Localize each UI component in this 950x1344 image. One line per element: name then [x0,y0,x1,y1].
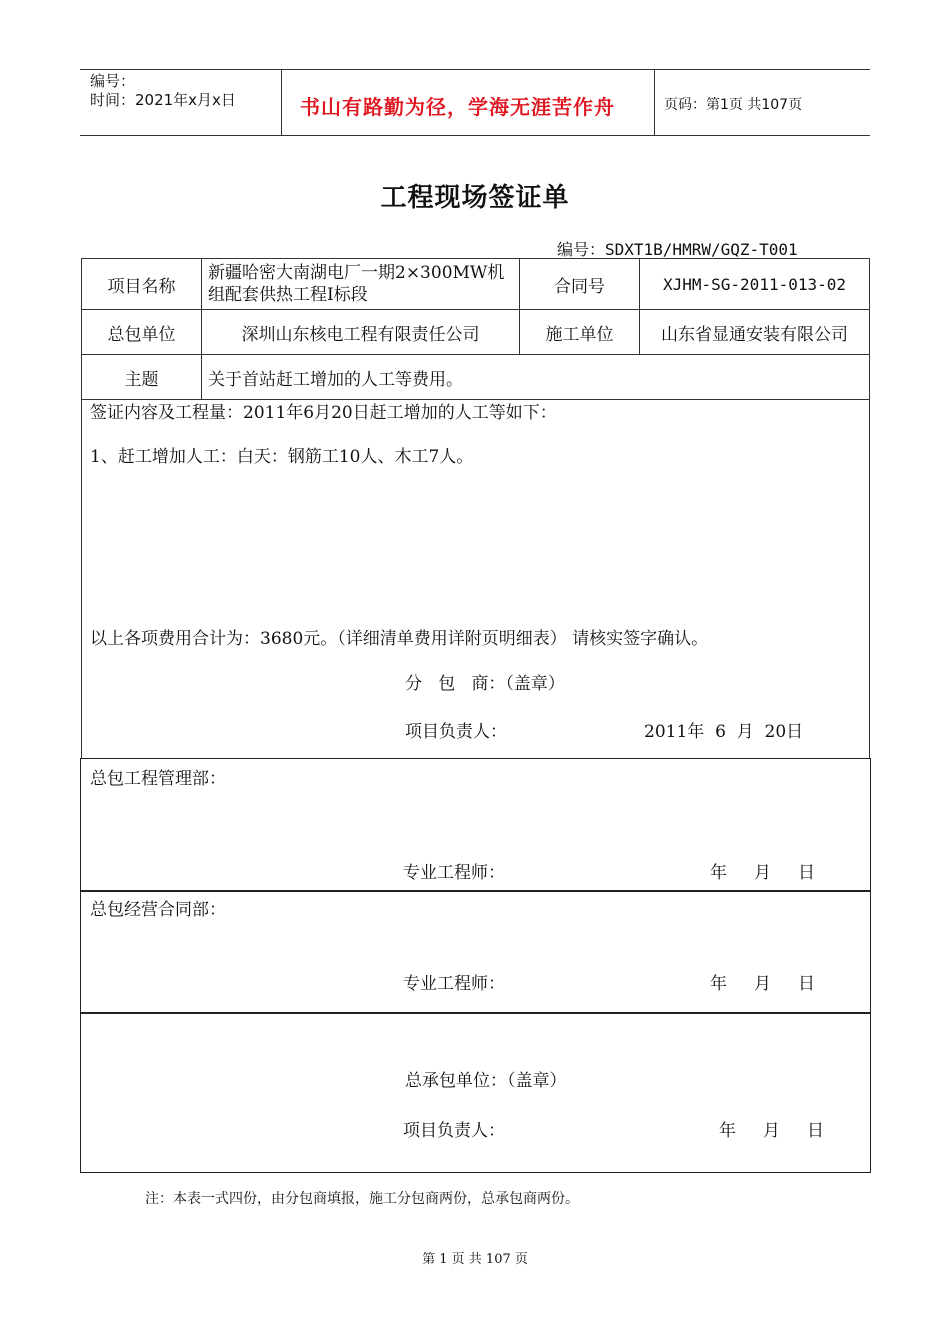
business-title: 总包经营合同部： [90,900,226,920]
header-page-code: 页码：第1页 共107页 [664,97,803,113]
header-bottom-rule [80,135,870,136]
page-footer: 第 1 页 共 107 页 [422,1252,528,1267]
project-name-value [202,259,520,310]
header-time: 时间：2021年x月x日 [90,91,236,109]
header-divider [654,69,655,135]
project-name-label: 项目名称 [82,259,202,310]
table-row [82,310,870,355]
management-engineer: 专业工程师： [403,863,505,883]
header-divider [281,69,282,135]
header-motto: 书山有路勤为径，学海无涯苦作舟 [300,95,615,119]
contract-value: XJHM-SG-2011-013-02 [640,259,870,310]
content-date: 2011年 6 月 20日 [644,722,804,742]
business-engineer: 专业工程师： [403,974,505,994]
content-line1: 签证内容及工程量：2011年6月20日赶工增加的人工等如下： [90,403,557,423]
subject-label: 主题 [82,355,202,400]
general-contractor-date: 年 月 日 [719,1121,825,1141]
general-contractor-leader: 项目负责人： [403,1121,505,1141]
construction-unit-label: 施工单位 [520,310,640,355]
header-number: 编号： [90,72,136,90]
general-contractor-label: 总包单位 [82,310,202,355]
table-row [82,355,870,400]
subject-value: 关于首站赶工增加的人工等费用。 [202,355,870,400]
management-title: 总包工程管理部： [90,769,226,789]
management-date: 年 月 日 [710,863,816,883]
header-top-rule [80,69,870,70]
subcontractor-stamp: 分 包 商：（盖章） [405,674,565,694]
info-table [81,258,870,400]
form-note: 注：本表一式四份，由分包商填报，施工分包商两份，总承包商两份。 [145,1191,579,1207]
content-leader: 项目负责人： [405,722,507,742]
content-total: 以上各项费用合计为：3680元。（详细清单费用详附页明细表） 请核实签字确认。 [90,629,709,649]
general-contractor-section [80,1012,871,1173]
document-code: 编号：SDXT1B/HMRW/GQZ-T001 [557,240,798,259]
general-contractor-value: 深圳山东核电工程有限责任公司 [202,310,520,355]
general-contractor-stamp: 总承包单位：（盖章） [405,1071,567,1091]
content-line2: 1、赶工增加人工：白天：钢筋工10人、木工7人。 [90,447,474,467]
construction-unit-value: 山东省显通安装有限公司 [640,310,870,355]
project-name-line1: 新疆哈密大南湖电厂一期2×300MW机 [208,263,505,283]
page-title: 工程现场签证单 [380,183,570,213]
content-left-border [81,393,82,759]
business-date: 年 月 日 [710,974,816,994]
content-right-border [869,393,870,759]
table-row [82,259,870,310]
project-name-line2: 组配套供热工程Ⅰ标段 [208,285,368,305]
contract-label: 合同号 [520,259,640,310]
